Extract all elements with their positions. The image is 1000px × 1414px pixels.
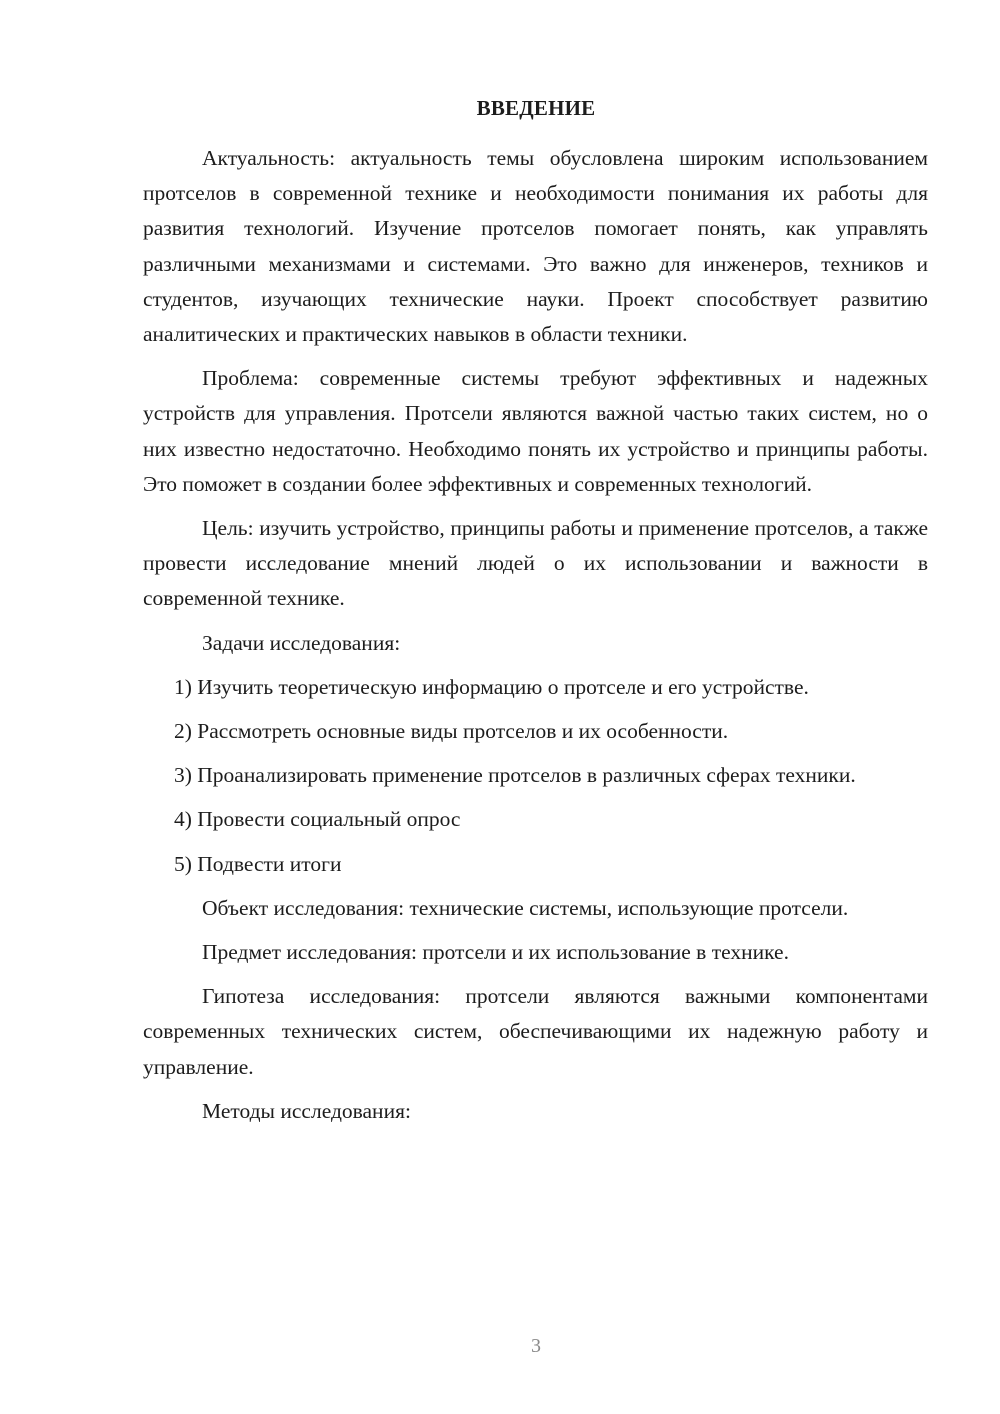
page-title: ВВЕДЕНИЕ (476, 96, 596, 120)
methods-heading: Методы исследования: (202, 1098, 411, 1123)
document-body (143, 141, 928, 1138)
tasks-heading: Задачи исследования: (202, 630, 401, 655)
paragraph-problem: Проблема: современные системы требуют эффективных и надежных устройств для управления. Протсели являются важной частью таких систем, но о них известно недостаточно. Необходимо понять их устройство и принципы работы. Это поможет в создании более эффективных и современных технологий. (143, 366, 928, 496)
page-number: 3 (531, 1335, 541, 1357)
paragraph-hypothesis: Гипотеза исследования: протсели являются важными компонентами современных технических систем, обеспечивающими их надежную работу и управление. (143, 984, 928, 1079)
task-item-2: 2) Рассмотреть основные виды протселов и их особенности. (174, 719, 729, 744)
task-item-1: 1) Изучить теоретическую информацию о протселе и его устройстве. (174, 674, 809, 699)
task-item-5: 5) Подвести итоги (174, 851, 342, 876)
paragraph-goal: Цель: изучить устройство, принципы работы и применение протселов, а также провести исследование мнений людей о их использовании и важности в современной технике. (143, 516, 928, 611)
paragraph-object: Объект исследования: технические системы, использующие протсели. (202, 895, 849, 920)
paragraph-subject: Предмет исследования: протсели и их использование в технике. (202, 940, 789, 965)
paragraph-relevance: Актуальность: актуальность темы обусловлена широким использованием протселов в современной технике и необходимости понимания их работы для развития технологий. Изучение протселов помогает понять, как управлять различными механизмами и системами. Это важно для инженеров, техников и студентов, изучающих технические науки. Проект способствует развитию аналитических и практических навыков в области техники. (143, 146, 928, 347)
task-item-3: 3) Проанализировать применение протселов в различных сферах техники. (174, 763, 856, 788)
task-item-4: 4) Провести социальный опрос (174, 807, 461, 832)
